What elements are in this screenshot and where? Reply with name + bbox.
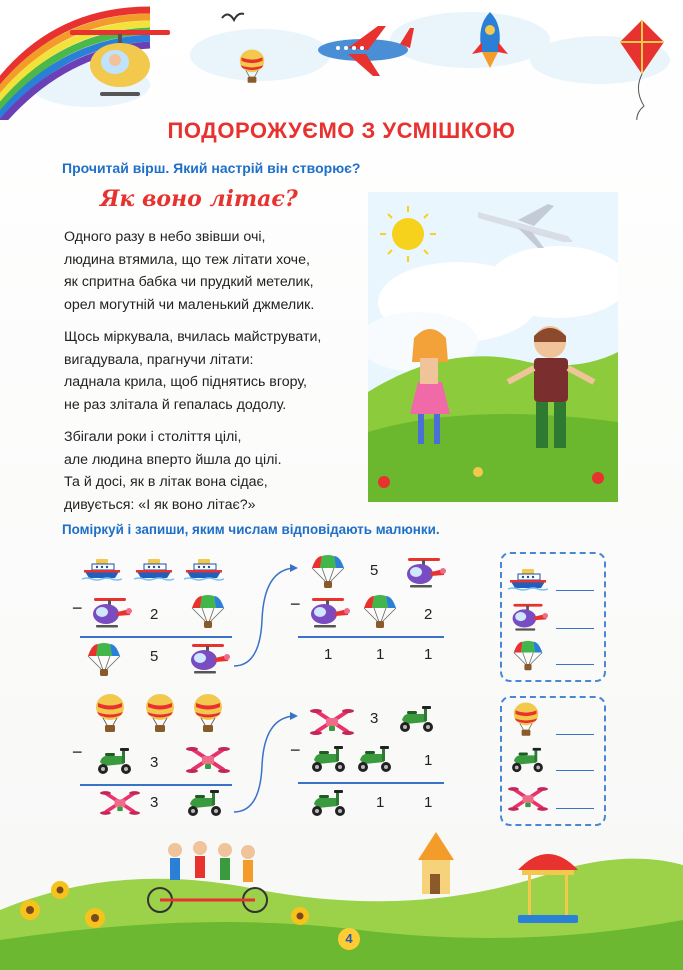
helicopter-icon xyxy=(186,642,230,676)
minus-sign: − xyxy=(72,742,83,762)
scooter-icon xyxy=(182,788,226,818)
poem-line: не раз злітала й гепалась додолу. xyxy=(64,396,287,413)
answer-line[interactable] xyxy=(556,734,594,735)
poem-line: дивується: «І як воно літає?» xyxy=(64,496,256,513)
number: 1 xyxy=(376,794,385,811)
balloon-icon xyxy=(94,694,126,734)
drone-icon xyxy=(310,706,354,738)
poem-line: орел могутній чи маленький джмелик. xyxy=(64,296,315,313)
number: 5 xyxy=(370,562,379,579)
scooter-icon xyxy=(92,746,136,776)
number: 3 xyxy=(150,794,159,811)
drone-icon xyxy=(508,784,548,814)
poem-title: Як воно літає? xyxy=(100,186,298,212)
parachute-icon xyxy=(310,554,346,590)
ship-icon xyxy=(184,556,224,582)
ship-icon xyxy=(508,566,548,592)
parachute-icon xyxy=(86,642,122,678)
number: 2 xyxy=(424,606,433,623)
ship-icon xyxy=(134,556,174,582)
answer-line[interactable] xyxy=(556,628,594,629)
parachute-icon xyxy=(190,594,226,630)
balloon-icon xyxy=(512,702,540,738)
answer-line[interactable] xyxy=(556,770,594,771)
minus-sign: − xyxy=(290,740,301,760)
poem-line: вигадувала, прагнучи літати: xyxy=(64,351,254,368)
scooter-icon xyxy=(394,704,438,734)
poem-line: як спритна бабка чи прудкий метелик, xyxy=(64,274,314,290)
answer-line[interactable] xyxy=(556,664,594,665)
poem-line: Та й досі, як в літак вона сідає, xyxy=(64,474,268,490)
connector-arrow xyxy=(232,708,302,820)
helicopter-icon xyxy=(508,602,548,633)
sum-line xyxy=(298,782,444,784)
number: 2 xyxy=(150,606,159,623)
number: 1 xyxy=(424,794,433,811)
number: 1 xyxy=(424,646,433,663)
number: 5 xyxy=(150,648,159,665)
reading-task-instruction: Прочитай вірш. Який настрій він створює? xyxy=(62,160,361,176)
poem-line: людина втямила, що теж літати хоче, xyxy=(64,251,310,268)
scooter-icon xyxy=(306,788,350,818)
house-icon xyxy=(418,832,454,894)
number: 3 xyxy=(370,710,379,727)
poem-line: Збігали роки і століття цілі, xyxy=(64,429,242,445)
helicopter-icon xyxy=(306,596,350,630)
sum-line xyxy=(80,784,232,786)
parachute-icon xyxy=(512,640,544,672)
answer-line[interactable] xyxy=(556,808,594,809)
minus-sign: − xyxy=(290,594,301,614)
balloon-icon xyxy=(192,694,224,734)
scooter-icon xyxy=(352,744,396,774)
minus-sign: − xyxy=(72,598,83,618)
helicopter-icon xyxy=(402,556,446,590)
children-on-bicycle xyxy=(148,841,267,912)
page-number: 4 xyxy=(338,928,360,950)
poem-line: Щось міркувала, вчилась майструвати, xyxy=(64,329,322,345)
number: 3 xyxy=(150,754,159,771)
connector-arrow xyxy=(232,560,302,672)
balloon-icon xyxy=(144,694,176,734)
answer-line[interactable] xyxy=(556,590,594,591)
number: 1 xyxy=(424,752,433,769)
sum-line xyxy=(298,636,444,638)
ship-icon xyxy=(82,556,122,582)
helicopter-icon xyxy=(88,596,132,630)
parachute-icon xyxy=(362,594,398,630)
page-title: ПОДОРОЖУЄМО З УСМІШКОЮ xyxy=(167,118,516,143)
drone-icon xyxy=(186,744,230,776)
poem-line: ладнала крила, щоб піднятись вгору, xyxy=(64,374,307,390)
poem-line: але людина вперто йшла до цілі. xyxy=(64,451,282,468)
sum-line xyxy=(80,636,232,638)
number: 1 xyxy=(376,646,385,663)
scooter-icon xyxy=(506,746,548,774)
poem-line: Одного разу в небо звівши очі, xyxy=(64,229,266,245)
math-task-instruction: Поміркуй і запиши, яким числам відповідають малюнки. xyxy=(62,522,440,537)
scooter-icon xyxy=(306,744,350,774)
number: 1 xyxy=(324,646,333,663)
drone-icon xyxy=(100,788,140,818)
